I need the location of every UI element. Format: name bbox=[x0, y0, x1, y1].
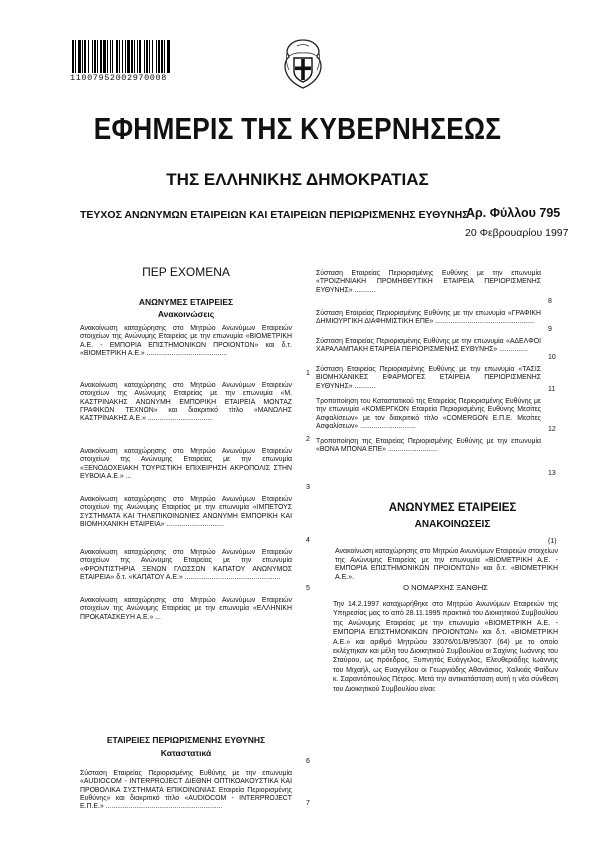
barcode-bar bbox=[92, 40, 93, 73]
barcode-bar bbox=[97, 40, 98, 73]
notice-heading: Ανακοίνωση καταχώρησης στο Μητρώο Ανωνύμων Εταιρειών στοιχείων της Ανώνυμης Εταιρείας με την επωνυμία «ΒΙΟΜΕΤΡΙΚΗ Α.Ε. - ΕΜΠΟΡΙΑ ΕΠΙΣΤΗΜΟΝΙΚΩΝ ΠΡΟΙΟΝΤΩΝ» και δ.τ. «ΒΙΟΜΕΤΡΙΚΗ Α.Ε.». bbox=[335, 548, 558, 581]
section-subtitle: ΑΝΑΚΟΙΝΩΣΕΙΣ bbox=[414, 519, 491, 530]
toc-entry bbox=[80, 496, 292, 529]
toc-entry bbox=[316, 338, 541, 355]
toc-entry bbox=[80, 325, 292, 358]
toc-section-announcements: Ανακοινώσεις bbox=[157, 309, 215, 319]
coat-of-arms-icon bbox=[281, 38, 325, 90]
barcode-bar bbox=[137, 40, 138, 73]
barcode-bar bbox=[139, 40, 141, 73]
barcode-bar bbox=[146, 40, 148, 73]
toc-entry bbox=[80, 382, 292, 423]
toc-entry-text: Σύσταση Εταιρείας Περιορισμένης Ευθύνης με την επωνυμία «ΤΡΟΙΖΗΝΙΑΚΗ ΠΡΟΜΗΘΕΥΤΙΚΗ ΕΤΑΙΡΕΙΑ ΠΕΡΙΟΡΙΣΜΕΝΗΣ ΕΥΘΥΝΗΣ» ........... bbox=[316, 270, 541, 294]
barcode-bar bbox=[125, 40, 126, 73]
toc-section-statutes: Καταστατικά bbox=[160, 748, 212, 758]
barcode-bar bbox=[100, 40, 102, 73]
toc-entry-page: 8 bbox=[548, 298, 552, 305]
toc-entry-page: 7 bbox=[306, 800, 310, 807]
gazette-subtitle: ΤΗΣ ΕΛΛΗΝΙΚΗΣ ΔΗΜΟΚΡΑΤΙΑΣ bbox=[166, 170, 429, 189]
issue-type: ΤΕΥΧΟΣ ΑΝΩΝΥΜΩΝ ΕΤΑΙΡΕΙΩΝ ΚΑΙ ΕΤΑΙΡΕΙΩΝ ΠΕΡΙΩΡΙΣΜΕΝΗΣ ΕΥΘΥΝΗΣ bbox=[80, 209, 469, 221]
toc-entry-page: 4 bbox=[306, 537, 310, 544]
toc-entry-text: Ανακοίνωση καταχώρησης στο Μητρώο Ανωνύμων Εταιρειών στοιχείων της Ανώνυμης Εταιρείας με την επωνυμία «ΞΕΝΟΔΟΧΕΙΑΚΗ ΤΟΥΡΙΣΤΙΚΗ ΕΠΙΧΕΙΡΗΣΗ ΑΚΡΟΠΟΛΙΣ ΣΤΗΝ ΕΥΒΟΙΑ Α.Ε.» ... bbox=[80, 448, 292, 480]
barcode-bar bbox=[122, 40, 123, 73]
toc-entry-page: 12 bbox=[548, 426, 556, 433]
toc-entry bbox=[80, 770, 292, 811]
toc-entry-page: 5 bbox=[306, 585, 310, 592]
barcode-bar bbox=[152, 40, 153, 73]
barcode-bar bbox=[94, 40, 96, 73]
toc-entry-page: 2 bbox=[306, 436, 310, 443]
toc-entry-text: Σύσταση Εταιρείας Περιορισμένης Ευθύνης με την επωνυμία «AUDIOCOM - INTERPROJECT ΔΙΕΘΝΗ ΟΠΤΙΚΟΑΚΟΥΣΤΙΚΑ ΚΑΙ ΠΡΟΒΟΛΙΚΑ ΣΥΣΤΗΜΑΤΑ ΕΠΙΚΟΙΝΩΝΙΑΣ Εταιρεία Περιορισμένης Ευθύνης» και διακριτικό τίτλο «AUDIOCOM - INTERPROJECT Ε.Π.Ε.» ............................................................. bbox=[80, 770, 292, 811]
barcode-bar bbox=[158, 40, 160, 73]
toc-entry-page: 13 bbox=[548, 470, 556, 477]
toc-entry-text: Σύσταση Εταιρείας Περιορισμένης Ευθύνης με την επωνυμία «ΤΑΣΙΣ ΒΙΟΜΗΧΑΝΙΚΕΣ ΕΦΑΡΜΟΓΕΣ ΕΤΑΙΡΕΙΑ ΠΕΡΙΟΡΙΣΜΕΝΗΣ ΕΥΘΥΝΗΣ» ........... bbox=[316, 366, 541, 390]
notice-body: Την 14.2.1997 καταχωρήθηκε στο Μητρώο Ανωνύμων Εταιρειών της Υπηρεσίας μας το από 28.11.1995 πρακτικό του Διοικητικού Συμβουλίου της Ανώνυμης Εταιρείας με την επωνυμία «ΒΙΟΜΕΤΡΙΚΗ Α.Ε. - ΕΜΠΟΡΙΑ ΕΠΙΣΤΗΜΟΝΙΚΩΝ ΠΡΟΙΟΝΤΩΝ» και δ.τ. «ΒΙΟΜΕΤΡΙΚΗ Α.Ε.» και αριθμό Μητρώου 33076/01/Β/95/307 (64) με το οποίο εκλέχτηκαν και μέλη του Διοικητικού Συμβουλίου οι Σαχίνης Ιωάννης του Σταύρου, ως πρόεδρος, Ξυπνητός Ευάγγελος, Ελευθεριάδης Ιωάννης του Μιχαήλ, ως Ευαγγέλου οι Γεωργιάδης Αθανάσιος, Χαλκιάς Φαίδων κ. Σαραντόπουλος Πέτρος. Μετά την αντικατάσταση αυτή η νέα σύνθεση του Διοικητικού Συμβουλίου είναι: bbox=[333, 601, 558, 693]
barcode-bar bbox=[149, 40, 150, 73]
barcode-number: 11007952002970008 bbox=[70, 73, 167, 83]
toc-entry-page: 10 bbox=[548, 354, 556, 361]
barcode-bar bbox=[84, 40, 86, 73]
barcode-bar bbox=[116, 40, 118, 73]
toc-entry bbox=[316, 310, 541, 327]
toc-entry bbox=[316, 270, 541, 295]
barcode-bar bbox=[112, 40, 113, 73]
barcode-bar bbox=[72, 40, 74, 73]
barcode-bar bbox=[119, 40, 120, 73]
toc-entry-text: Τροποποίηση της Εταιρείας Περιορισμένης Ευθύνης με την επωνυμία «ΒΟΝΑ ΜΠΟΝΑ ΕΠΕ» .......................... bbox=[316, 438, 541, 454]
toc-entry bbox=[80, 448, 292, 481]
toc-entry-page: 9 bbox=[548, 326, 552, 333]
barcode-bar bbox=[110, 40, 111, 73]
barcode-bar bbox=[167, 40, 170, 73]
sheet-number: Αρ. Φύλλου 795 bbox=[466, 206, 561, 220]
barcode-bar bbox=[131, 40, 133, 73]
barcode-bar bbox=[75, 40, 76, 73]
toc-entry-text: Ανακοίνωση καταχώρησης στο Μητρώο Ανωνύμων Εταιρειών στοιχείων της Ανώνυμης Εταιρείας με την επωνυμία «ΦΡΟΝΤΙΣΤΗΡΙΑ ΞΕΝΩΝ ΓΛΩΣΣΩΝ ΚΑΠΑΤΟΥ ΑΝΩΝΥΜΟΣ ΕΤΑΙΡΕΙΑ» δ.τ. «ΚΑΠΑΤΟΥ Α.Ε.» .................................................. bbox=[80, 549, 292, 581]
toc-entry bbox=[80, 597, 292, 622]
toc-entry-text: Ανακοίνωση καταχώρησης στο Μητρώο Ανωνύμων Εταιρειών στοιχείων της Ανώνυμης Εταιρείας με την επωνυμία «ΙΜΠΕΤΟΥΣ ΣΥΣΤΗΜΑΤΑ ΚΑΙ ΤΗΛΕΠΙΚΟΙΝΩΝΙΕΣ ΑΝΩΝΥΜΗ ΕΜΠΟΡΙΚΗ ΚΑΙ ΒΙΟΜΗΧΑΝΙΚΗ ΕΤΑΙΡΕΙΑ» .............................. bbox=[80, 496, 292, 528]
toc-entry-text: Ανακοίνωση καταχώρησης στο Μητρώο Ανωνύμων Εταιρειών στοιχείων της Ανώνυμης Εταιρείας με την επωνυμία «Μ. ΚΑΣΤΡΙΝΑΚΗΣ ΑΝΩΝΥΜΗ ΕΜΠΟΡΙΚΗ ΕΤΑΙΡΕΙΑ ΜΟΝΤΑΖ ΓΡΑΦΙΚΩΝ ΤΕΧΝΩΝ» και διακριτικό τίτλο «ΜΑΝΩΛΗΣ ΚΑΣΤΡΙΝΑΚΗΣ Α.Ε.» .................................. bbox=[80, 382, 292, 423]
toc-section-limited-companies: ΕΤΑΙΡΕΙΕΣ ΠΕΡΙΩΡΙΣΜΕΝΗΣ ΕΥΘΥΝΗΣ bbox=[106, 735, 266, 745]
barcode-bar bbox=[103, 40, 106, 73]
barcode-bar bbox=[134, 40, 135, 73]
barcode bbox=[72, 40, 212, 73]
barcode-bar bbox=[127, 40, 130, 73]
toc-entry-page: 11 bbox=[548, 386, 556, 393]
toc-entry-text: Σύσταση Εταιρείας Περιορισμένης Ευθύνης με την επωνυμία «ΓΡΑΦΙΚΗ ΔΗΜΙΟΥΡΓΙΚΗ ΔΙΑΦΗΜΙΣΤΙΚΗ ΕΠΕ» .................................................... bbox=[316, 310, 541, 326]
toc-entry bbox=[316, 438, 541, 455]
toc-section-anonymous-companies: ΑΝΩΝΥΜΕΣ ΕΤΑΙΡΕΙΕΣ bbox=[138, 297, 234, 307]
notice-number: (1) bbox=[548, 538, 557, 545]
issue-date: 20 Φεβρουαρίου 1997 bbox=[465, 227, 569, 239]
barcode-bar bbox=[161, 40, 163, 73]
toc-entry-text: Τροποποίηση του Καταστατικού της Εταιρείας Περιορισμένης Ευθύνης με την επωνυμία «ΚΟΜΕΡΓΚΟΝ Εταιρεία Περιορισμένης Ευθύνης Μεσίτες Ασφαλίσεων» με τον διακριτικό τίτλο «COMERGON Ε.Π.Ε. Μεσίτες Ασφαλίσεων» ............................. bbox=[316, 398, 541, 430]
toc-entry bbox=[80, 549, 292, 582]
toc-entry-page: 6 bbox=[306, 758, 310, 765]
barcode-bar bbox=[78, 40, 81, 73]
toc-entry-text: Ανακοίνωση καταχώρησης στο Μητρώο Ανωνύμων Εταιρειών στοιχείων της Ανώνυμης Εταιρείας με την επωνυμία «ΕΛΛΗΝΙΚΗ ΠΡΟΚΑΤΑΣΚΕΥΗ Α.Ε.» ... bbox=[80, 597, 292, 621]
barcode-bar bbox=[82, 40, 83, 73]
toc-entry-text: Σύσταση Εταιρείας Περιορισμένης Ευθύνης με την επωνυμία «ΑΔΕΛΦΟΙ ΧΑΡΑΛΑΜΠΑΚΗ ΕΤΑΙΡΕΙΑ ΠΕΡΙΟΡΙΣΜΕΝΗΣ ΕΥΘΥΝΗΣ» ............... bbox=[316, 338, 541, 354]
toc-entry-text: Ανακοίνωση καταχώρησης στο Μητρώο Ανωνύμων Εταιρειών στοιχείων της Ανώνυμης Εταιρείας με την επωνυμία «ΒΙΟΜΕΤΡΙΚΗ Α.Ε. - ΕΜΠΟΡΙΑ ΕΠΙΣΤΗΜΟΝΙΚΩΝ ΠΡΟΙΟΝΤΩΝ» και δ.τ. «ΒΙΟΜΕΤΡΙΚΗ Α.Ε.» .......................................... bbox=[80, 325, 292, 357]
barcode-bar bbox=[164, 40, 165, 73]
barcode-bar bbox=[107, 40, 108, 73]
gazette-title: ΕΦΗΜΕΡΙΣ ΤΗΣ ΚΥΒΕΡΝΗΣΕΩΣ bbox=[93, 112, 502, 146]
barcode-bar bbox=[156, 40, 157, 73]
section-title: ΑΝΩΝΥΜΕΣ ΕΤΑΙΡΕΙΕΣ bbox=[388, 502, 517, 514]
prefect-heading: Ο ΝΟΜΑΡΧΗΣ ΞΑΝΘΗΣ bbox=[403, 583, 488, 592]
toc-entry-page: 3 bbox=[306, 484, 310, 491]
barcode-bar bbox=[88, 40, 89, 73]
barcode-bar bbox=[144, 40, 145, 73]
toc-entry bbox=[316, 366, 541, 391]
toc-entry bbox=[316, 398, 541, 431]
toc-heading: ΠΕΡ ΕΧΟΜΕΝΑ bbox=[142, 265, 230, 279]
toc-entry-page: 1 bbox=[306, 370, 310, 377]
